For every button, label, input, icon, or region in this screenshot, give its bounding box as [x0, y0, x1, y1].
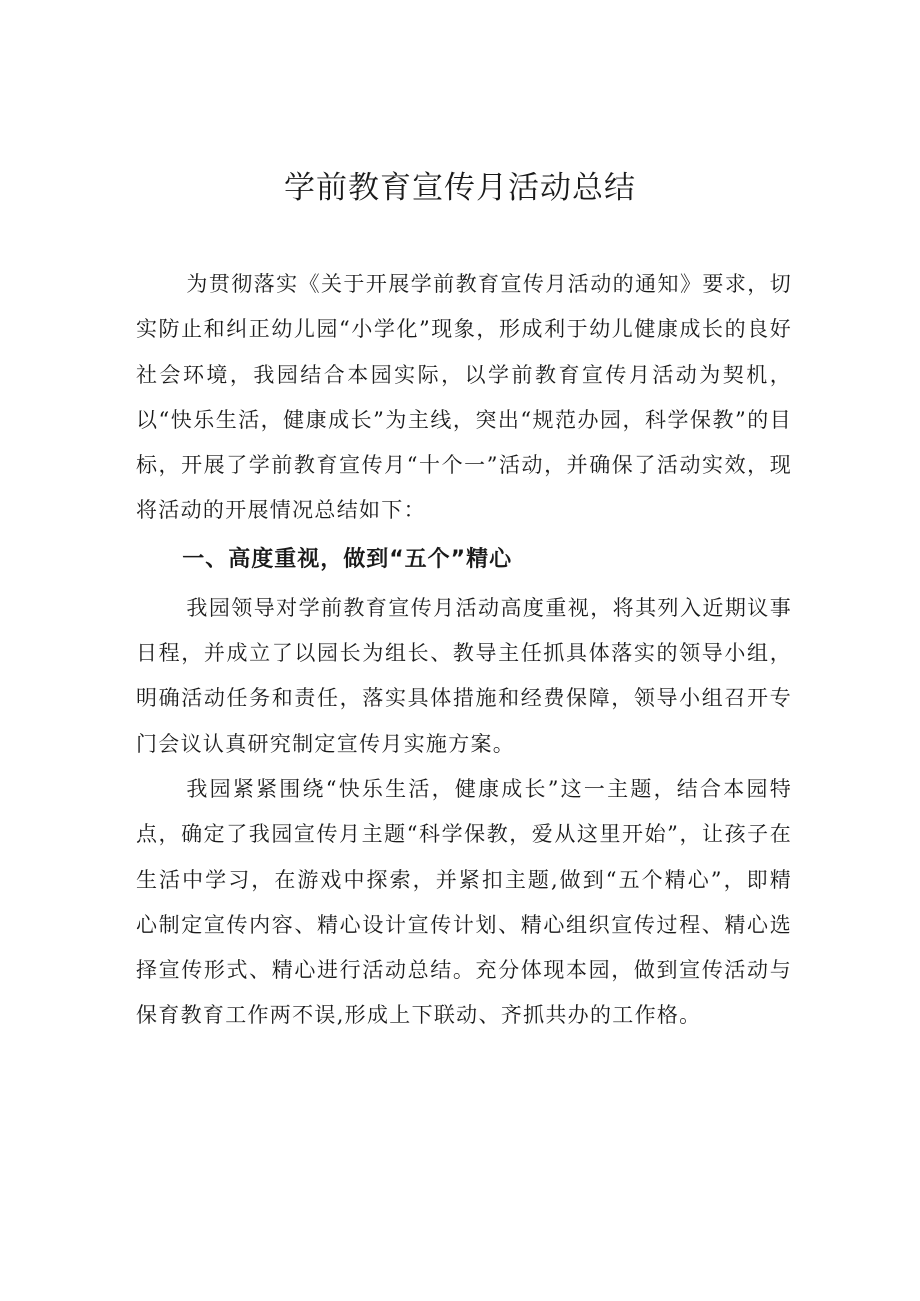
intro-paragraph: 为贯彻落实《关于开展学前教育宣传月活动的通知》要求，切实防止和纠正幼儿园“小学化”现象，形成利于幼儿健康成长的良好社会环境，我园结合本园实际，以学前教育宣传月活动为契机，以“快乐生活，健康成长”为主线，突出“规范办园，科学保教”的目标，开展了学前教育宣传月“十个一”活动，并确保了活动实效，现将活动的开展情况总结如下：	[136, 272, 792, 523]
body-paragraph-1: 我园领导对学前教育宣传月活动高度重视，将其列入近期议事日程，并成立了以园长为组长、教导主任抓具体落实的领导小组，明确活动任务和责任，落实具体措施和经费保障，领导小组召开专门会议认真研究制定宣传月实施方案。	[136, 595, 792, 756]
section-heading-1: 一、高度重视，做到“五个”精心	[182, 546, 513, 572]
body-paragraph-2: 我园紧紧围绕“快乐生活，健康成长”这一主题，结合本园特点，确定了我园宣传月主题“科学保教，爱从这里开始”，让孩子在生活中学习，在游戏中探索，并紧扣主题,做到“五个精心”，即精心制定宣传内容、精心设计宣传计划、精心组织宣传过程、精心选择宣传形式、精心进行活动总结。充分体现本园，做到宣传活动与保育教育工作两不误,形成上下联动、齐抓共办的工作格。	[136, 776, 792, 1028]
document-title: 学前教育宣传月活动总结	[284, 170, 636, 206]
document-body	[136, 262, 792, 1039]
